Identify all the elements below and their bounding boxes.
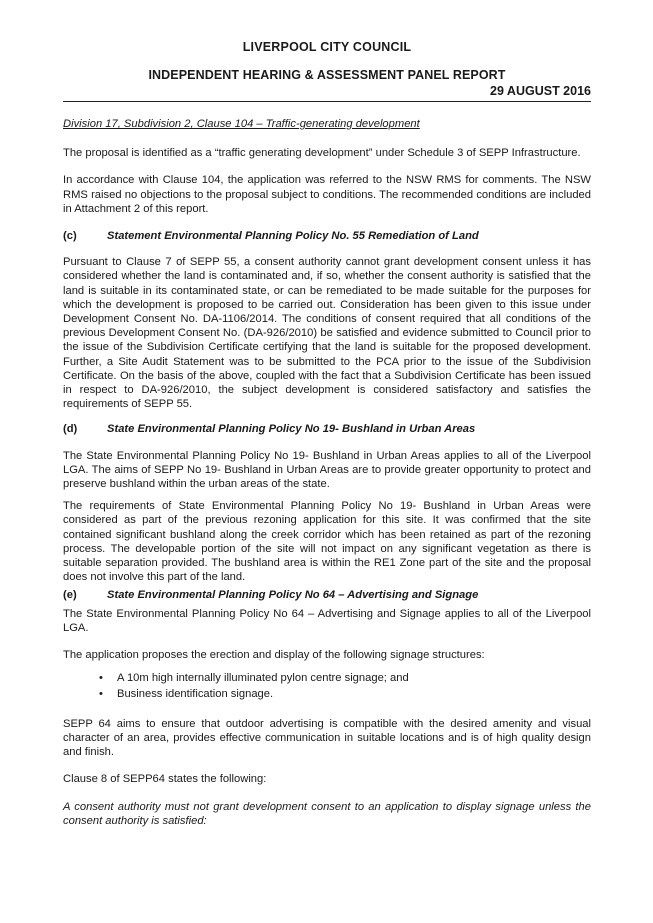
section-d-label: (d) [63, 423, 78, 436]
section-e-paragraph-3: SEPP 64 aims to ensure that outdoor advertising is compatible with the desired amenity and visual character of an area, provides effective communication in suitable locations and is of high quality design and finish. [63, 717, 591, 759]
bullet-glyph: • [99, 687, 103, 700]
report-date: 29 AUGUST 2016 [490, 84, 591, 98]
section-e-paragraph-2: The application proposes the erection and display of the following signage structures: [63, 649, 485, 662]
header-rule [63, 101, 591, 102]
paragraph-traffic-generating: The proposal is identified as a “traffic generating development” under Schedule 3 of SEPP Infrastructure. [63, 147, 581, 160]
section-e-heading [63, 588, 591, 602]
report-body [63, 117, 591, 841]
list-item [63, 687, 591, 701]
section-c-label: (c) [63, 230, 77, 243]
section-e-label: (e) [63, 589, 77, 602]
list-item [63, 671, 591, 685]
section-c-heading [63, 229, 591, 243]
section-d-paragraph-1: The State Environmental Planning Policy No 19- Bushland in Urban Areas applies to all of the Liverpool LGA. The aims of SEPP No 19- Bushland in Urban Areas are to provide greater opportunity to protect and preserve bushland within the urban areas of the state. [63, 449, 591, 491]
division-heading: Division 17, Subdivision 2, Clause 104 – Traffic-generating development [63, 118, 420, 130]
paragraph-rms-referral: In accordance with Clause 104, the application was referred to the NSW RMS for comments. The NSW RMS raised no objections to the proposal subject to conditions. The recommended conditions are included in Attachment 2 of this report. [63, 174, 591, 215]
bullet-glyph: • [99, 672, 103, 685]
list-item-text: A 10m high internally illuminated pylon centre signage; and [117, 672, 409, 685]
council-name: LIVERPOOL CITY COUNCIL [242, 40, 412, 54]
section-e-title: State Environmental Planning Policy No 64 – Advertising and Signage [107, 589, 479, 602]
section-d-title: State Environmental Planning Policy No 19- Bushland in Urban Areas [107, 423, 476, 436]
report-title: INDEPENDENT HEARING & ASSESSMENT PANEL REPORT [148, 68, 506, 82]
section-d-paragraph-2: The requirements of State Environmental Planning Policy No 19- Bushland in Urban Areas were considered as part of the previous rezoning application for this site. It was confirmed that the site contained significant bushland along the creek corridor which has been retained as part of the rezoning process. The developable portion of the site will not impact on any significant vegetation as there is suitable separation provided. The bushland area is within the RE1 Zone part of the site and the proposal does not involve this part of the land. [63, 500, 591, 584]
section-c-paragraph: Pursuant to Clause 7 of SEPP 55, a consent authority cannot grant development consent unless it has considered whether the land is contaminated and, if so, whether the consent authority is satisfied that the land is suitable in its contaminated state, or can be remediated to be made suitable for the purposes for which the development is proposed to be carried out. Consideration has been given to this issue under Development Consent No. DA-1106/2014. The conditions of consent required that all conditions of the previous Development Consent No. (DA-926/2010) be satisfied and evidence submitted to Council prior to the issue of the Subdivision Certificate certifying that the land is suitable for the proposed development. Further, a Site Audit Statement was to be submitted to the PCA prior to the issue of the Subdivision Certificate. On the basis of the above, coupled with the fact that a Subdivision Certificate has been issued in respect to DA-926/2010, the subject development is considered satisfactory and satisfies the requirements of SEPP 55. [63, 256, 591, 411]
section-c-title: Statement Environmental Planning Policy No. 55 Remediation of Land [107, 230, 479, 243]
section-e-quote: A consent authority must not grant development consent to an application to display signage unless the consent authority is satisfied: [63, 800, 591, 827]
signage-list [63, 671, 591, 700]
section-e-paragraph-1: The State Environmental Planning Policy No 64 – Advertising and Signage applies to all of the Liverpool LGA. [63, 607, 591, 634]
section-e-paragraph-4: Clause 8 of SEPP64 states the following: [63, 773, 267, 786]
section-d-heading [63, 422, 591, 436]
list-item-text: Business identification signage. [117, 687, 274, 700]
